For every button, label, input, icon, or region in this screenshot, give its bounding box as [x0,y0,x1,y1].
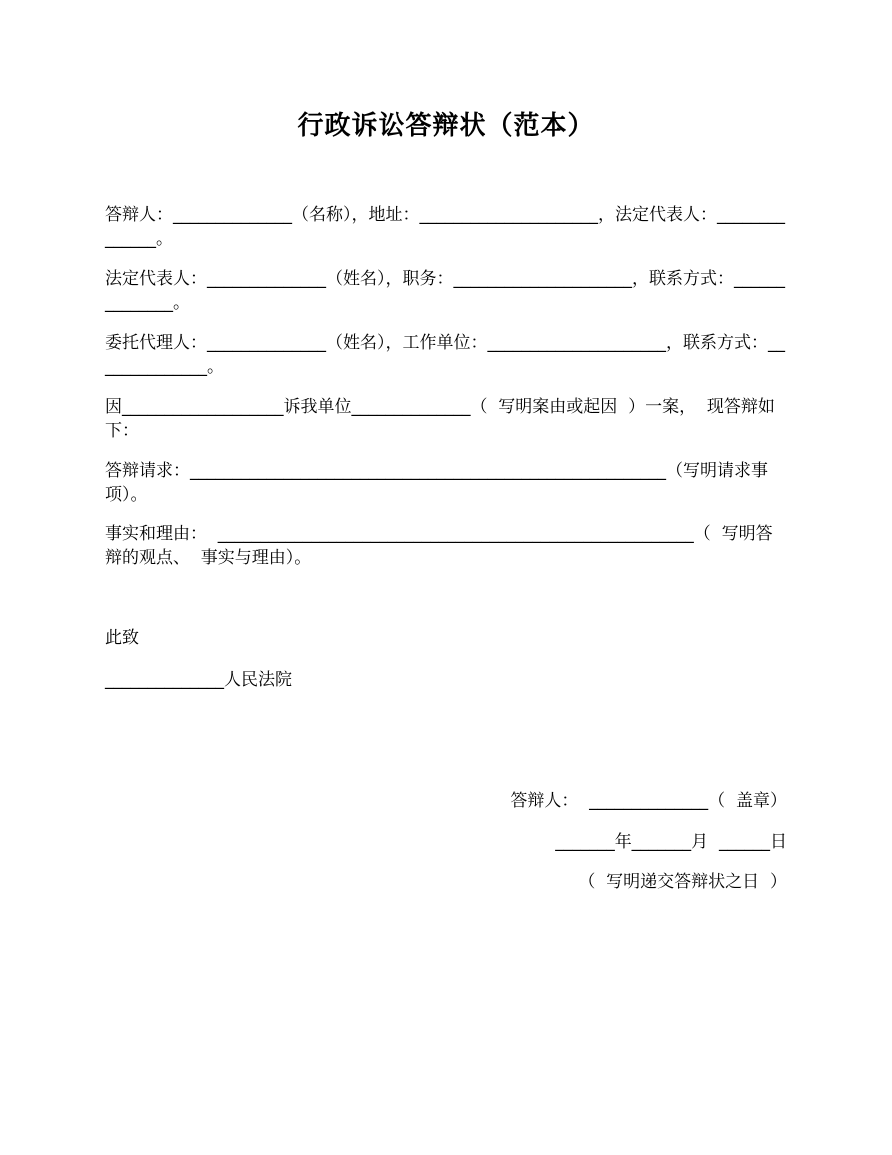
legal-representative-paragraph: 法定代表人：______________（姓名），职务：_____________________，联系方式：______________。 [105,269,785,313]
respondent-paragraph: 答辩人：______________（名称），地址：_____________________，法定代表人：______________。 [105,205,785,249]
agent-paragraph: 委托代理人：______________（姓名），工作单位：_____________________，联系方式：______________。 [105,333,785,377]
salutation: 此致 [105,628,139,648]
facts-reasons-paragraph: 事实和理由： ________________________________________________________（ 写明答辩的观点、 事实与理由）。 [105,524,773,568]
signature-line: 答辩人： ______________（ 盖章） [510,791,787,811]
document-title: 行政诉讼答辩状（范本） [297,111,595,141]
date-line: _______年_______月 ______日 [555,832,787,852]
defense-request-paragraph: 答辩请求：________________________________________________________（写明请求事项）。 [105,461,768,505]
case-cause-paragraph: 因___________________诉我单位______________（ 写明案由或起因 ）一案， 现答辩如下： [105,397,775,441]
date-note: （ 写明递交答辩状之日 ） [578,872,787,892]
court-line: ______________人民法院 [105,670,292,690]
